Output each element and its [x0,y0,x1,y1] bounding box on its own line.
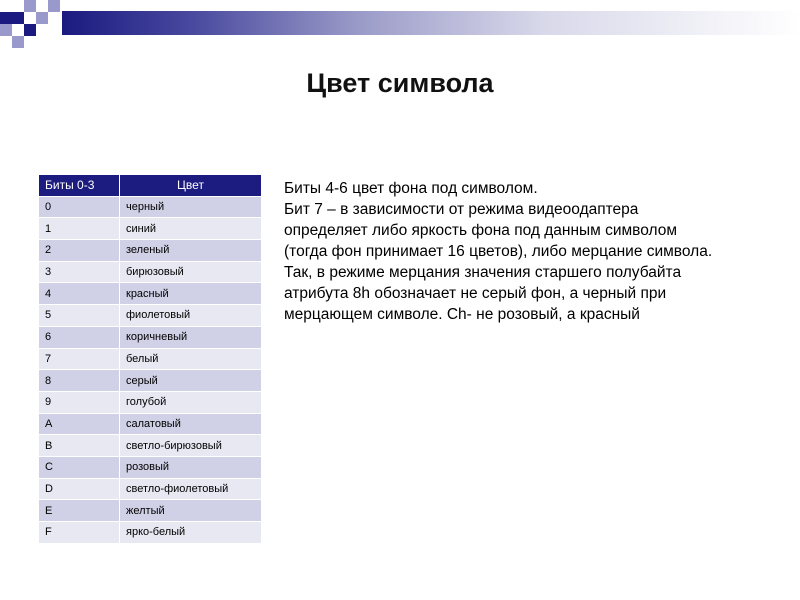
decor-square [0,0,12,12]
table-row [39,283,262,305]
cell-bits: 7 [39,348,120,370]
cell-color: красный [120,283,262,305]
cell-bits: 9 [39,391,120,413]
table-row [39,348,262,370]
cell-bits: 8 [39,370,120,392]
table-row [39,196,262,218]
decor-square [24,0,36,12]
column-header-bits: Биты 0-3 [39,175,120,197]
cell-color: голубой [120,391,262,413]
cell-color: светло-бирюзовый [120,435,262,457]
cell-color: салатовый [120,413,262,435]
table-row [39,218,262,240]
header-gradient-bar [62,11,800,35]
cell-bits: D [39,478,120,500]
cell-color: фиолетовый [120,305,262,327]
decor-square [48,0,60,12]
cell-bits: 2 [39,240,120,262]
cell-bits: B [39,435,120,457]
table-row [39,522,262,544]
decor-square [12,36,24,48]
cell-color: черный [120,196,262,218]
cell-bits: 6 [39,326,120,348]
text-line: Бит 7 – в зависимости от режима видеоодаптера [284,201,639,218]
decor-square [0,12,12,24]
cell-color: желтый [120,500,262,522]
slide-title: Цвет символа [306,68,494,98]
table-row [39,261,262,283]
cell-bits: 1 [39,218,120,240]
table-row [39,500,262,522]
table-row [39,370,262,392]
text-line: (тогда фон принимает 16 цветов), либо мерцание символа. [284,243,713,260]
table-row [39,456,262,478]
cell-color: зеленый [120,240,262,262]
cell-bits: 4 [39,283,120,305]
table-row [39,478,262,500]
text-line: Биты 4-6 цвет фона под символом. [284,180,538,197]
text-line: определяет либо яркость фона под данным символом [284,222,678,239]
cell-bits: 0 [39,196,120,218]
decor-square [36,12,48,24]
cell-color: коричневый [120,326,262,348]
table-row [39,305,262,327]
decor-square [12,12,24,24]
cell-color: ярко-белый [120,522,262,544]
text-line: атрибута 8h обозначает не серый фон, а черный при [284,285,667,302]
table-row [39,240,262,262]
cell-color: бирюзовый [120,261,262,283]
cell-bits: C [39,456,120,478]
cell-color: светло-фиолетовый [120,478,262,500]
table-row [39,391,262,413]
cell-bits: 5 [39,305,120,327]
column-header-color: Цвет [120,175,262,197]
table-row [39,326,262,348]
table-row [39,435,262,457]
text-line: мерцающем символе. Ch- не розовый, а красный [284,306,640,323]
color-table [38,174,262,544]
cell-color: синий [120,218,262,240]
cell-color: серый [120,370,262,392]
cell-color: белый [120,348,262,370]
cell-bits: A [39,413,120,435]
decor-square [0,24,12,36]
cell-color: розовый [120,456,262,478]
text-line: Так, в режиме мерцания значения старшего полубайта [284,264,682,281]
cell-bits: 3 [39,261,120,283]
cell-bits: E [39,500,120,522]
table-header-row [39,175,262,197]
decor-square [24,24,36,36]
description-text [284,178,754,325]
cell-bits: F [39,522,120,544]
table-row [39,413,262,435]
